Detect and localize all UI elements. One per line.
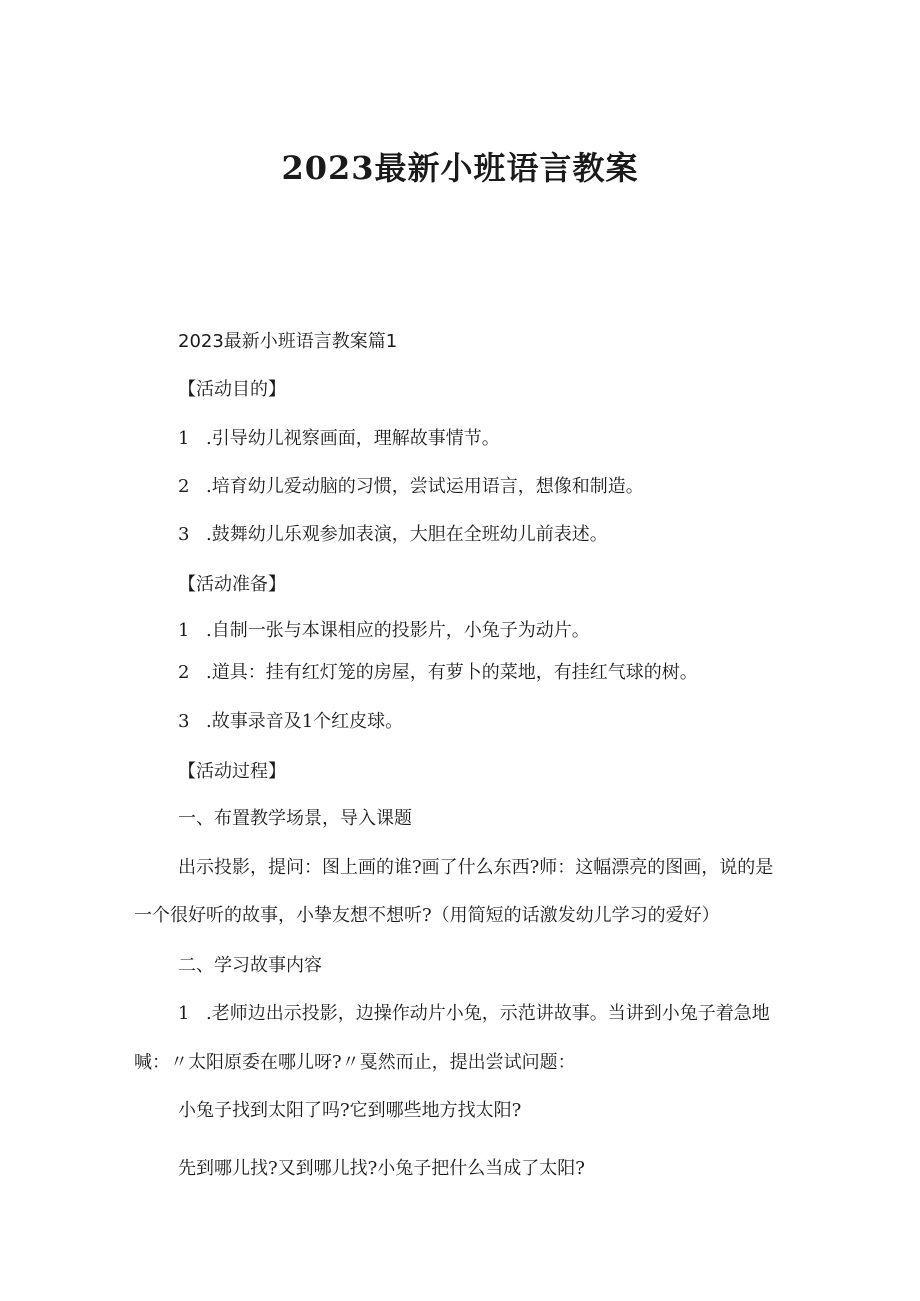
- step1-paragraph-line2: 一个很好听的故事，小挚友想不想听?（用简短的话激发幼儿学习的爱好）: [134, 905, 720, 926]
- prep-item-3: [178, 710, 403, 734]
- question-2: 先到哪儿找?又到哪儿找?小兔子把什么当成了太阳?: [178, 1158, 585, 1179]
- step2-item-line2: 喊：〃太阳原委在哪儿呀?〃戛然而止，提出尝试问题：: [134, 1052, 576, 1073]
- prep-item-1: [178, 619, 590, 643]
- prep-text: .故事录音及1个红皮球。: [206, 711, 404, 732]
- prep-item-2: [178, 661, 698, 685]
- goal-heading: 【活动目的】: [178, 379, 286, 400]
- document-title: 2023最新小班语言教案: [281, 149, 639, 187]
- goal-number: 1: [178, 428, 190, 449]
- prep-number: 1: [178, 620, 190, 641]
- step1-heading: 一、布置教学场景，导入课题: [178, 808, 412, 829]
- prep-number: 3: [178, 711, 190, 732]
- prep-number: 2: [178, 662, 190, 683]
- step2-item-text: .老师边出示投影，边操作动片小兔，示范讲故事。当讲到小兔子着急地: [206, 1003, 770, 1024]
- question-1: 小兔子找到太阳了吗?它到哪些地方找太阳?: [178, 1100, 522, 1121]
- goal-text: .鼓舞幼儿乐观参加表演，大胆在全班幼儿前表述。: [206, 524, 608, 545]
- prep-heading: 【活动准备】: [178, 574, 286, 595]
- prep-text: .道具：挂有红灯笼的房屋，有萝卜的菜地，有挂红气球的树。: [206, 662, 698, 683]
- prep-text: .自制一张与本课相应的投影片，小兔子为动片。: [206, 620, 590, 641]
- step2-item-line1: [178, 1002, 770, 1026]
- step2-heading: 二、学习故事内容: [178, 955, 322, 976]
- goal-item-1: [178, 427, 500, 451]
- section-heading: 2023最新小班语言教案篇1: [178, 331, 398, 352]
- step2-item-number: 1: [178, 1003, 190, 1024]
- goal-number: 2: [178, 476, 190, 497]
- goal-text: .引导幼儿视察画面，理解故事情节。: [206, 428, 500, 449]
- goal-text: .培育幼儿爱动脑的习惯，尝试运用语言，想像和制造。: [206, 476, 644, 497]
- process-heading: 【活动过程】: [178, 761, 286, 782]
- goal-item-2: [178, 475, 644, 499]
- step1-paragraph-line1: 出示投影，提问：图上画的谁?画了什么东西?师：这幅漂亮的图画，说的是: [178, 857, 774, 878]
- goal-item-3: [178, 523, 608, 547]
- goal-number: 3: [178, 524, 190, 545]
